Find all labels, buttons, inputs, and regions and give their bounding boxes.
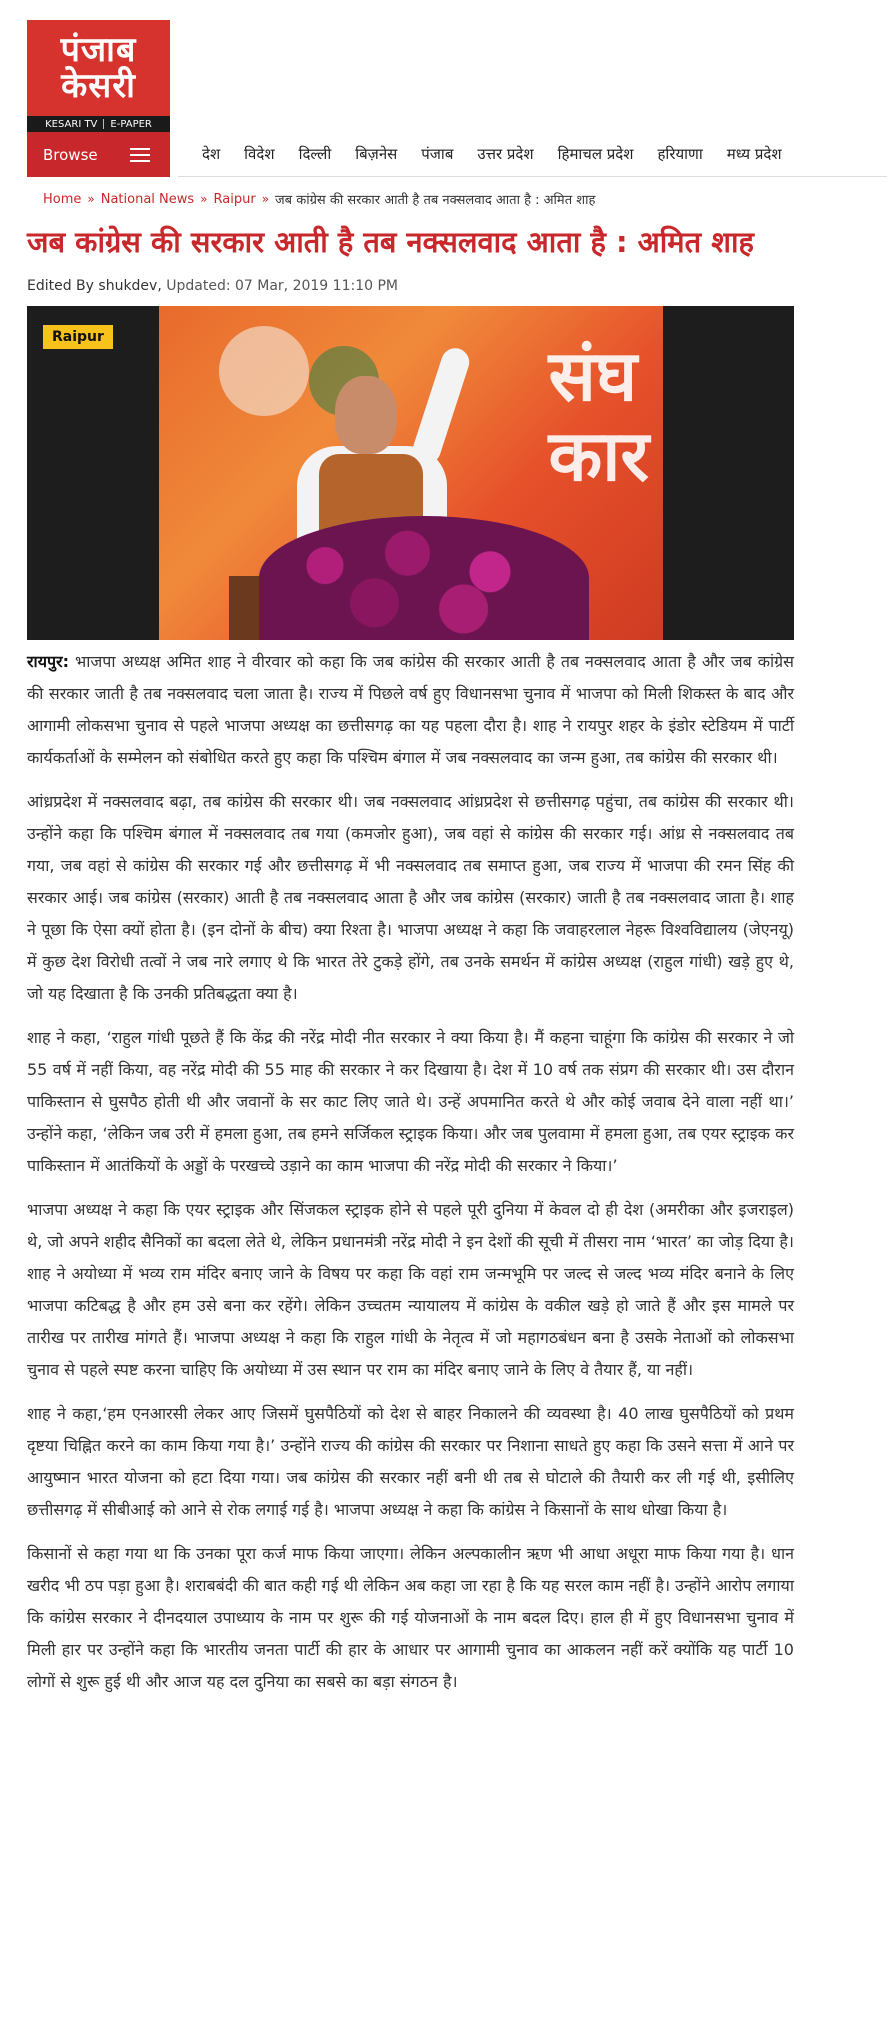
nav-item-punjab[interactable]: पंजाब [421,145,454,163]
logo-strip-divider [103,119,104,129]
nav-item-business[interactable]: बिज़नेस [355,145,398,163]
site-logo[interactable] [27,20,170,177]
article-paragraph [27,646,794,774]
browse-button[interactable] [27,132,170,177]
breadcrumb-raipur[interactable]: Raipur [213,191,256,207]
nav-item-delhi[interactable]: दिल्ली [298,145,332,163]
logo-strip [27,116,170,132]
nav-item-himachal-pradesh[interactable]: हिमाचल प्रदेश [557,145,634,163]
hamburger-icon [130,148,150,162]
epaper-link[interactable]: E-PAPER [110,118,152,130]
speaker-photo [159,306,663,640]
breadcrumb [43,190,595,208]
browse-label: Browse [43,145,98,164]
article-paragraph: आंध्रप्रदेश में नक्सलवाद बढ़ा, तब कांग्रेस की सरकार थी। जब नक्सलवाद आंध्रप्रदेश से छत्तीसगढ़ पहुंचा, तब कांग्रेस की सरकार थी। उन्होंने कहा कि पश्चिम बंगाल में नक्सलवाद तब गया (कमजोर हुआ), जब वहां से कांग्रेस की सरकार गई। आंध्र से नक्सलवाद तब गया, जब वहां से कांग्रेस की सरकार गई और छत्तीसगढ़ में भी नक्सलवाद तब समाप्त हुआ, जब राज्य में भाजपा की रमन सिंह की सरकार आई। जब कांग्रेस (सरकार) आती है तब नक्सलवाद आता है और जब कांग्रेस (सरकार) जाती है तब नक्सलवाद जाता है। शाह ने पूछा कि ऐसा क्यों होता है। (इन दोनों के बीच) क्या रिश्ता है। भाजपा अध्यक्ष ने कहा कि जवाहरलाल नेहरू विश्वविद्यालय (जेएनयू) में कुछ देश विरोधी तत्वों ने जब नारे लगाए थे कि भारत तेरे टुकड़े होंगे, तब उनके समर्थन में कांग्रेस अध्यक्ष (राहुल गांधी) खड़े हुए थे, जो यह दिखाता है कि उनकी प्रतिबद्धता क्या है। [27,792,794,1003]
article-title: जब कांग्रेस की सरकार आती है तब नक्सलवाद आता है : अमित शाह [27,225,754,259]
breadcrumb-national-news[interactable]: National News [100,191,195,207]
logo-mark[interactable] [27,20,170,116]
banner-text: संघ कार [548,335,649,497]
flower-arrangement [259,516,589,640]
dateline: रायपुर: [27,652,69,671]
breadcrumb-chevron-icon: » [200,192,208,206]
kesari-tv-link[interactable]: KESARI TV [45,118,98,130]
logo-line-2: केसरी [61,66,136,106]
nav-item-videsh[interactable]: विदेश [244,145,275,163]
article-hero-image [27,306,794,640]
article-body [27,646,794,1710]
speaker-head [335,376,397,454]
breadcrumb-chevron-icon: » [261,192,270,206]
breadcrumb-current: जब कांग्रेस की सरकार आती है तब नक्सलवाद आता है : अमित शाह [275,193,596,208]
article-paragraph: भाजपा अध्यक्ष ने कहा कि एयर स्ट्राइक और सिंजकल स्ट्राइक होने से पहले पूरी दुनिया में केवल दो ही देश (अमरीका और इजराइल) थे, जो अपने शहीद सैनिकों का बदला लेते थे, लेकिन प्रधानमंत्री नरेंद्र मोदी ने इन देशों की सूची में तीसरा नाम ‘भारत’ का जोड़ दिया है। शाह ने अयोध्या में भव्य राम मंदिर बनाए जाने के विषय पर कहा कि वहां राम जन्मभूमि पर जल्द से जल्द भव्य मंदिर बनाने के लिए भाजपा कटिबद्ध है और हम उसे बना कर रहेंगे। लेकिन उच्चतम न्यायालय में कांग्रेस के वकील खड़े हो जाते हैं और इस मामले पर तारीख पर तारीख मांगते हैं। भाजपा अध्यक्ष ने कहा कि राहुल गांधी के नेतृत्व में जो महागठबंधन बना है उसके नेताओं को लोकसभा चुनाव से पहले स्पष्ट करना चाहिए कि अयोध्या में उस स्थान पर राम का मंदिर बनाए जाने के लिए वे तैयार हैं, या नहीं। [27,1200,794,1379]
article-updated: Updated: 07 Mar, 2019 11:10 PM [166,278,398,294]
article-meta [27,278,398,294]
breadcrumb-home[interactable]: Home [43,191,82,207]
location-tag[interactable]: Raipur [43,325,113,349]
logo-line-1: पंजाब [60,30,137,70]
article-paragraph: शाह ने कहा, ‘राहुल गांधी पूछते हैं कि केंद्र की नरेंद्र मोदी नीत सरकार ने क्या किया है। मैं कहना चाहूंगा कि कांग्रेस की सरकार ने जो 55 वर्ष में नहीं किया, वह नरेंद्र मोदी की 55 माह की सरकार ने कर दिखाया है। देश में 10 वर्ष तक संप्रग की सरकार थी। उस दौरान पाकिस्तान से घुसपैठ होती थी और जवानों के सर काट लिए जाते थे। उन्हें अपमानित करते थे और कोई जवाब देने वाला नहीं था।’ उन्होंने कहा, ‘लेकिन जब उरी में हमला हुआ, तब हमने सर्जिकल स्ट्राइक किया। और जब पुलवामा में हमला हुआ, तब एयर स्ट्राइक कर पाकिस्तान में आतंकियों के अड्डों के परखच्चे उड़ाने का काम भाजपा की नरेंद्र मोदी की सरकार ने किया।’ [27,1028,794,1175]
nav-item-uttar-pradesh[interactable]: उत्तर प्रदेश [477,145,534,163]
nav-item-haryana[interactable]: हरियाणा [657,145,703,163]
article-paragraph: किसानों से कहा गया था कि उनका पूरा कर्ज माफ किया जाएगा। लेकिन अल्पकालीन ऋण भी आधा अधूरा माफ किया गया है। धान खरीद भी ठप पड़ा हुआ है। शराबबंदी की बात कही गई थी लेकिन अब कहा जा रहा है कि यह सरल काम नहीं है। उन्होंने आरोप लगाया कि कांग्रेस सरकार ने दीनदयाल उपाध्याय के नाम पर शुरू की गई योजनाओं के नाम बदल दिए। हाल ही में हुए विधानसभा चुनाव में मिली हार पर उन्होंने कहा कि भारतीय जनता पार्टी की हार के आधार पर आगामी चुनाव का आकलन नहीं करें क्योंकि यह पार्टी 10 लोगों से शुरू हुई थी और आज यह दल दुनिया का सबसे का बड़ा संगठन है। [27,1544,794,1691]
main-nav [178,132,887,177]
article-paragraph: शाह ने कहा,‘हम एनआरसी लेकर आए जिसमें घुसपैठियों को देश से बाहर निकालने की व्यवस्था है। 40 लाख घुसपैठियों को प्रथम दृष्टया चिह्नित करने का काम किया गया है।’ उन्होंने राज्य की कांग्रेस की सरकार पर निशाना साधते हुए कहा कि उसने सत्ता में आने पर आयुष्मान भारत योजना को हटा दिया गया। जब कांग्रेस की सरकार नहीं बनी थी तब से घोटाले की तैयारी कर ली गई थी, इसीलिए छत्तीसगढ़ में सीबीआई को आने से रोक लगाई गई है। भाजपा अध्यक्ष ने कहा कि कांग्रेस ने किसानों के साथ धोखा किया है। [27,1404,794,1519]
nav-item-madhya-pradesh[interactable]: मध्य प्रदेश [726,145,782,163]
article-editor: Edited By shukdev, [27,278,162,294]
nav-item-desh[interactable]: देश [202,145,221,163]
lotus-emblem-icon [219,326,309,416]
breadcrumb-chevron-icon: » [87,192,95,206]
paragraph-text: भाजपा अध्यक्ष अमित शाह ने वीरवार को कहा कि जब कांग्रेस की सरकार आती है तब नक्सलवाद आता है और जब कांग्रेस की सरकार जाती है तब नक्सलवाद चला जाता है। राज्य में पिछले वर्ष हुए विधानसभा चुनाव में भाजपा को मिली शिकस्त के बाद और आगामी लोकसभा चुनाव से पहले भाजपा अध्यक्ष का छत्तीसगढ़ का यह पहला दौरा है। शाह ने रायपुर शहर के इंडोर स्टेडियम में पार्टी कार्यकर्ताओं के सम्मेलन को संबोधित करते हुए कहा कि पश्चिम बंगाल में जब नक्सलवाद का जन्म हुआ, तब कांग्रेस की सरकार थी। [27,652,794,767]
